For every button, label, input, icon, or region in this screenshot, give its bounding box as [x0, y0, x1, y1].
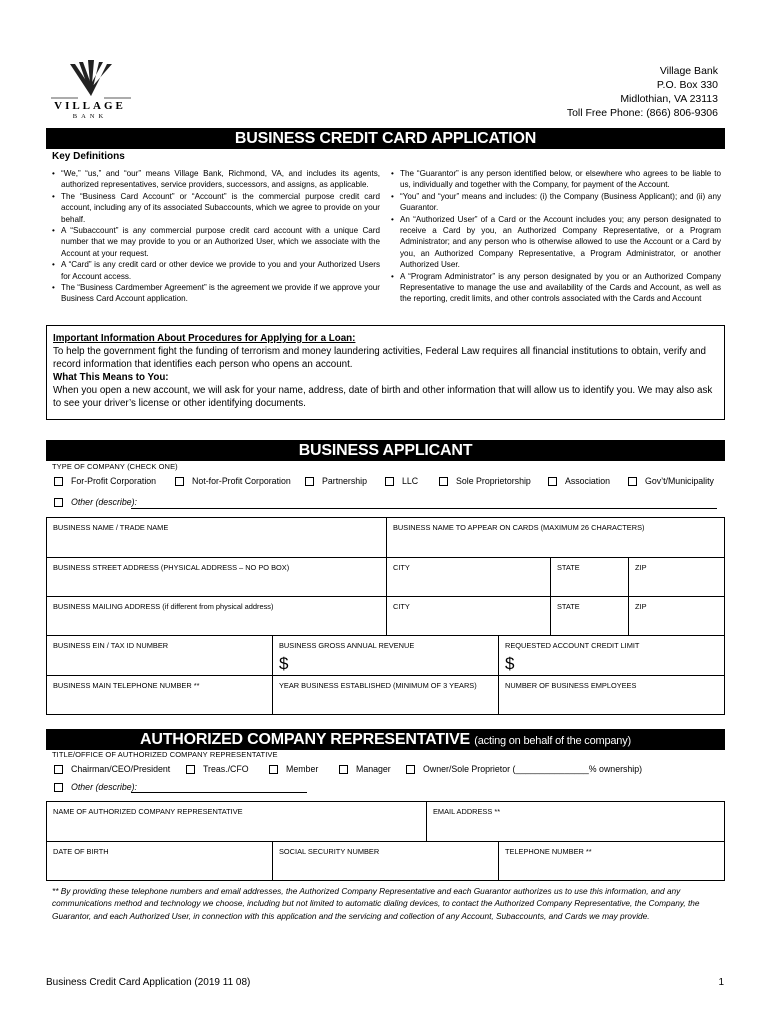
office-label: TITLE/OFFICE OF AUTHORIZED COMPANY REPRESENTATIVE	[52, 750, 278, 759]
checkbox-label: Partnership	[322, 476, 367, 486]
important-information-box	[46, 325, 725, 420]
logo-subtext: BANK	[72, 113, 108, 120]
field-label: STATE	[557, 602, 580, 611]
checkbox-label: LLC	[402, 476, 419, 486]
page-title: BUSINESS CREDIT CARD APPLICATION	[46, 128, 725, 149]
contact-consent-footnote: ** By providing these telephone numbers and email addresses, the Authorized Company Representative and each Guarantor authorizes us to use this information, and any communications method and technology we choose, including but not limited to automatic dialing devices, to contact the Authorized Company Representative, the Company, the Guarantor, and each Authorized User, in connection with this application and the servicing and collection of any Account, Subaccounts, and Cards we may provide.	[52, 886, 700, 921]
address-line: Midlothian, VA 23113	[620, 93, 718, 105]
field-label: CITY	[393, 602, 410, 611]
checkbox-association[interactable]	[548, 476, 610, 486]
definition-item: • An “Authorized User” of a Card or the Account includes you; any person designated to receive a Card by you, an Authorized Company Representative, or a Program Administrator; and any person who is otherwise allowed to use the Account or a Card by you, an Authorized Company Representative, a Program Administrator, or another Authorized User.	[391, 214, 721, 271]
authorized-rep-title-text: AUTHORIZED COMPANY REPRESENTATIVE	[140, 731, 471, 748]
name-on-cards-field[interactable]	[387, 518, 725, 558]
other-type-line[interactable]	[131, 508, 717, 509]
checkbox-label: Manager	[356, 764, 391, 774]
checkbox-manager[interactable]	[339, 764, 391, 774]
field-label: TELEPHONE NUMBER **	[505, 847, 592, 856]
checkbox-partnership[interactable]	[305, 476, 367, 486]
main-phone-field[interactable]	[47, 676, 273, 715]
address-line: Toll Free Phone: (866) 806-9306	[566, 107, 718, 119]
field-label: YEAR BUSINESS ESTABLISHED (MINIMUM OF 3 YEARS)	[279, 681, 477, 690]
street-address-field[interactable]	[47, 558, 387, 597]
important-info-body: To help the government fight the funding of terrorism and money laundering activities, Federal Law requires all financial institutions to obtain, verify and record information that identifies each person who opens an account.	[53, 346, 706, 370]
state-field[interactable]	[551, 558, 629, 597]
mailing-city-field[interactable]	[387, 597, 551, 636]
checkbox-not-for-profit[interactable]	[175, 476, 291, 486]
field-label: BUSINESS STREET ADDRESS (PHYSICAL ADDRESS – NO PO BOX)	[53, 563, 290, 572]
authorized-rep-title	[46, 729, 725, 750]
authorized-rep-subtitle: (acting on behalf of the company)	[474, 735, 631, 747]
checkbox-treasurer-cfo[interactable]	[186, 764, 249, 774]
rep-phone-field[interactable]	[499, 842, 725, 881]
checkbox-box[interactable]	[339, 765, 348, 774]
definition-item: • The “Business Card Account” or “Account” is the commercial purpose credit card account, including any of its associated Subaccounts, which we agree to provide on your behalf.	[52, 191, 380, 225]
field-label: BUSINESS NAME / TRADE NAME	[53, 523, 169, 532]
checkbox-box[interactable]	[385, 477, 394, 486]
field-label: SOCIAL SECURITY NUMBER	[279, 847, 380, 856]
rep-ssn-field[interactable]	[273, 842, 499, 881]
checkbox-chairman-ceo[interactable]	[54, 764, 170, 774]
field-label: NAME OF AUTHORIZED COMPANY REPRESENTATIVE	[53, 807, 243, 816]
checkbox-box[interactable]	[186, 765, 195, 774]
checkbox-label: For-Profit Corporation	[71, 476, 157, 486]
checkbox-label: Sole Proprietorship	[456, 476, 531, 486]
document-version: Business Credit Card Application (2019 11 08)	[46, 977, 251, 988]
checkbox-label: Other (describe):	[71, 497, 137, 507]
business-name-field[interactable]	[47, 518, 387, 558]
field-label: BUSINESS NAME TO APPEAR ON CARDS (MAXIMUM 26 CHARACTERS)	[393, 523, 645, 532]
checkbox-box[interactable]	[54, 498, 63, 507]
checkbox-box[interactable]	[439, 477, 448, 486]
dollar-sign: $	[505, 654, 515, 673]
city-field[interactable]	[387, 558, 551, 597]
field-label: BUSINESS MAIN TELEPHONE NUMBER **	[53, 681, 200, 690]
checkbox-other-type[interactable]	[54, 497, 137, 507]
bank-address	[567, 64, 718, 120]
definition-item: • A “Program Administrator” is any person designated by you or an Authorized Company Representative to manage the use and availability of the Cards and Account, as well as the reporting, credit limits, and other controls associated with the Cards and Account	[391, 271, 721, 305]
field-label: EMAIL ADDRESS **	[433, 807, 501, 816]
definition-item: • “We,” “us,” and “our” means Village Bank, Richmond, VA, and includes its agents, authorized representatives, service providers, successors, and assigns, as applicable.	[52, 168, 380, 191]
revenue-field[interactable]	[273, 636, 499, 676]
checkbox-member[interactable]	[269, 764, 318, 774]
definition-item: • A “Subaccount” is any commercial purpose credit card account with a unique Card number that we may provide to you or an Authorized User, which we associate with the Account at your request.	[52, 225, 380, 259]
checkbox-label: Gov’t/Municipality	[645, 476, 714, 486]
definition-item: • “You” and “your” means and includes: (i) the Company (Business Applicant); and (ii) any Guarantor.	[391, 191, 721, 214]
other-office-line[interactable]	[131, 792, 307, 793]
checkbox-box[interactable]	[175, 477, 184, 486]
zip-field[interactable]	[629, 558, 725, 597]
type-of-company-label: TYPE OF COMPANY (CHECK ONE)	[52, 462, 178, 471]
field-label: BUSINESS EIN / TAX ID NUMBER	[53, 641, 169, 650]
checkbox-box[interactable]	[305, 477, 314, 486]
mailing-address-field[interactable]	[47, 597, 387, 636]
definition-item: • The “Business Cardmember Agreement” is the agreement we provide if we approve your Business Card Account application.	[52, 282, 380, 305]
address-line: Village Bank	[659, 65, 718, 77]
checkbox-for-profit[interactable]	[54, 476, 156, 486]
rep-name-field[interactable]	[47, 802, 427, 842]
field-label: DATE OF BIRTH	[53, 847, 109, 856]
credit-limit-field[interactable]	[499, 636, 725, 676]
checkbox-box[interactable]	[548, 477, 557, 486]
field-label: ZIP	[635, 563, 647, 572]
business-applicant-title: BUSINESS APPLICANT	[46, 440, 725, 461]
checkbox-label: Not-for-Profit Corporation	[192, 476, 291, 486]
field-label: CITY	[393, 563, 410, 572]
ein-field[interactable]	[47, 636, 273, 676]
checkbox-box[interactable]	[54, 783, 63, 792]
checkbox-other-office[interactable]	[54, 782, 137, 792]
checkbox-govt-municipality[interactable]	[628, 476, 714, 486]
logo-wordmark: VILLAGE	[54, 100, 126, 112]
what-this-means-heading: What This Means to You:	[53, 372, 169, 383]
definitions-left-column	[52, 168, 380, 305]
employees-field[interactable]	[499, 676, 725, 715]
checkbox-box[interactable]	[54, 477, 63, 486]
rep-dob-field[interactable]	[47, 842, 273, 881]
authorized-rep-grid	[46, 801, 725, 881]
checkbox-label: Association	[565, 476, 610, 486]
important-info-heading: Important Information About Procedures for Applying for a Loan:	[53, 333, 356, 344]
checkbox-label: Other (describe):	[71, 782, 137, 792]
definition-item: • The “Guarantor” is any person identified below, or elsewhere who agrees to be liable to us, individually and together with the Company, for payment of the Account.	[391, 168, 721, 191]
definition-item: • A “Card” is any credit card or other device we provide to you and your Authorized Users for Account access.	[52, 259, 380, 282]
field-label: REQUESTED ACCOUNT CREDIT LIMIT	[505, 641, 640, 650]
checkbox-owner-sole-proprietor[interactable]	[406, 764, 642, 774]
field-label: BUSINESS MAILING ADDRESS (if different from physical address)	[53, 602, 274, 611]
address-line: P.O. Box 330	[656, 79, 718, 91]
checkbox-box[interactable]	[54, 765, 63, 774]
checkbox-label: Chairman/CEO/President	[71, 764, 171, 774]
checkbox-box[interactable]	[269, 765, 278, 774]
year-established-field[interactable]	[273, 676, 499, 715]
checkbox-llc[interactable]	[385, 476, 418, 486]
field-label: ZIP	[635, 602, 647, 611]
key-definitions-heading: Key Definitions	[52, 151, 125, 162]
rep-email-field[interactable]	[427, 802, 725, 842]
definitions-right-column	[391, 168, 721, 305]
field-label: STATE	[557, 563, 580, 572]
page-number: 1	[718, 977, 724, 988]
checkbox-label: Member	[286, 764, 319, 774]
checkbox-label: Treas./CFO	[203, 764, 249, 774]
field-label: NUMBER OF BUSINESS EMPLOYEES	[505, 681, 637, 690]
checkbox-sole-proprietorship[interactable]	[439, 476, 531, 486]
mailing-zip-field[interactable]	[629, 597, 725, 636]
business-applicant-grid	[46, 517, 725, 715]
what-this-means-body: When you open a new account, we will ask for your name, address, date of birth and other information that will allow us to identify you. We may also ask to see your driver’s license or other identifying documents.	[53, 385, 713, 409]
checkbox-box[interactable]	[628, 477, 637, 486]
mailing-state-field[interactable]	[551, 597, 629, 636]
checkbox-box[interactable]	[406, 765, 415, 774]
dollar-sign: $	[279, 654, 289, 673]
checkbox-label: Owner/Sole Proprietor (_______________% ownership)	[423, 764, 643, 774]
field-label: BUSINESS GROSS ANNUAL REVENUE	[279, 641, 415, 650]
